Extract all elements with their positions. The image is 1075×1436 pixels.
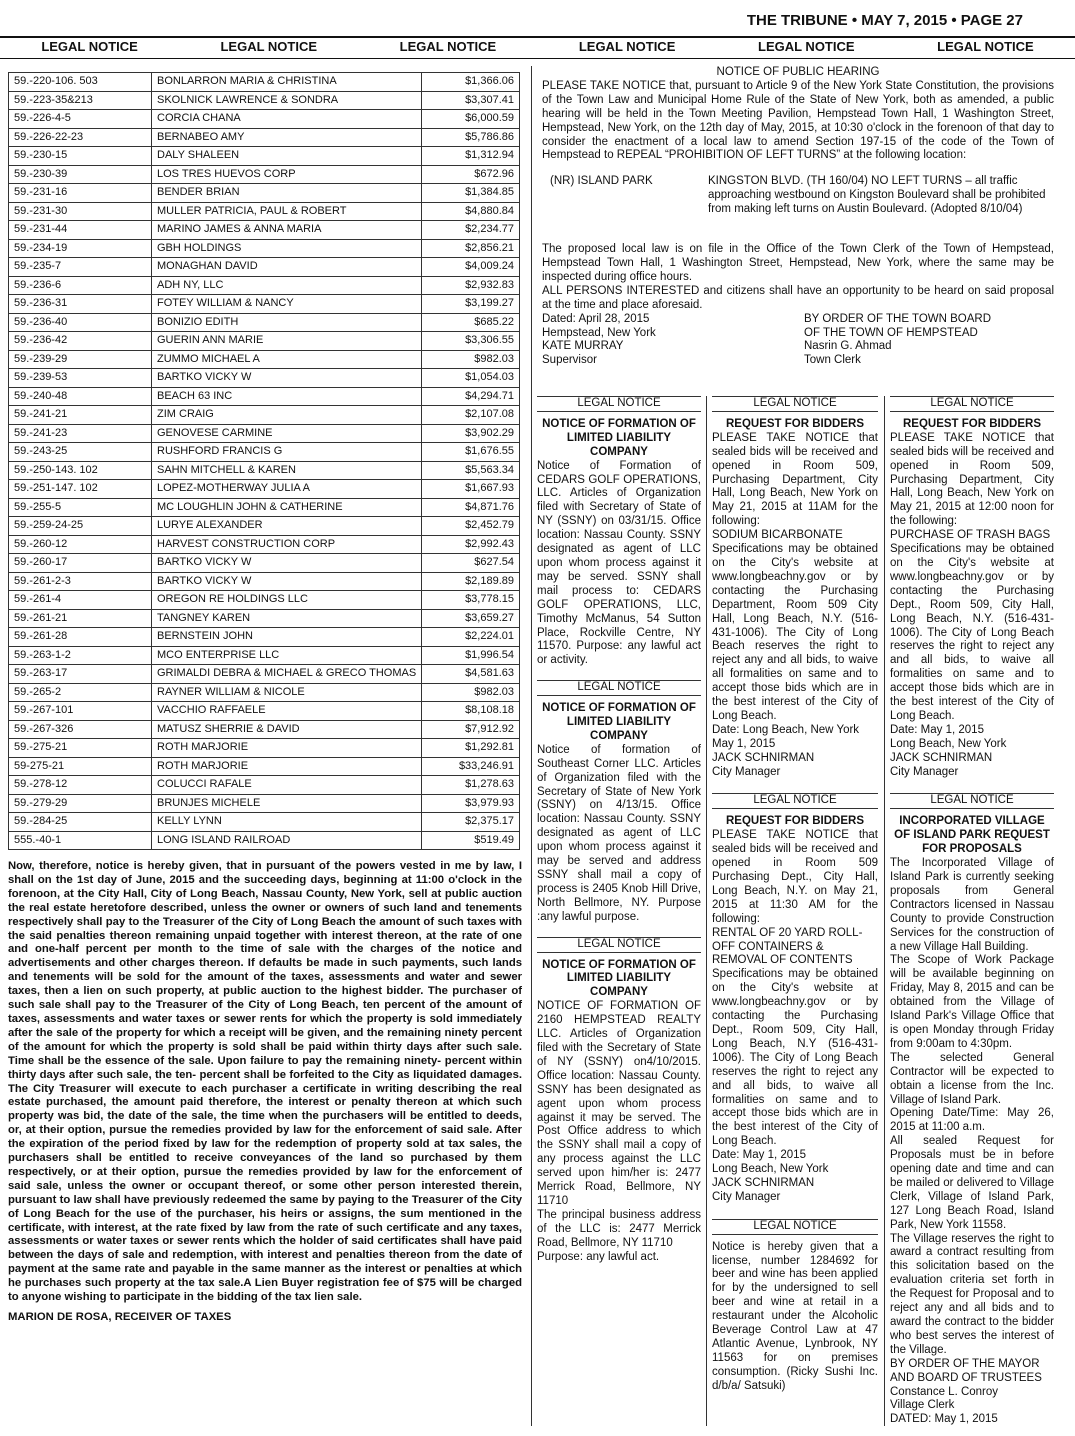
tax-row-owner: BRUNJES MICHELE bbox=[152, 794, 422, 813]
tax-row bbox=[9, 276, 520, 295]
tax-row-amount: $1,384.85 bbox=[422, 184, 520, 203]
tax-row-amount: $8,108.18 bbox=[422, 702, 520, 721]
tax-row-parcel: 59.-255-5 bbox=[9, 498, 152, 517]
tax-row bbox=[9, 239, 520, 258]
tax-row-parcel: 59.-261-28 bbox=[9, 628, 152, 647]
hearing-sign-right: Nasrin G. Ahmad bbox=[804, 340, 892, 353]
notice-signature: BY ORDER OF THE MAYOR bbox=[890, 1357, 1040, 1370]
tax-row-owner: MATUSZ SHERRIE & DAVID bbox=[152, 720, 422, 739]
tax-row-amount: $4,009.24 bbox=[422, 258, 520, 277]
bidders-notices-column bbox=[712, 394, 878, 1394]
tax-row-owner: SKOLNICK LAWRENCE & SONDRA bbox=[152, 91, 422, 110]
tax-row-amount: $2,992.43 bbox=[422, 535, 520, 554]
tax-row-amount: $4,871.76 bbox=[422, 498, 520, 517]
tax-row bbox=[9, 665, 520, 684]
tax-row-amount: $1,667.93 bbox=[422, 480, 520, 499]
tax-row-amount: $2,189.89 bbox=[422, 572, 520, 591]
tax-row-amount: $627.54 bbox=[422, 554, 520, 573]
tax-row-parcel: 59.-220-106. 503 bbox=[9, 73, 152, 92]
tax-row-owner: LURYE ALEXANDER bbox=[152, 517, 422, 536]
tax-row-amount: $1,366.06 bbox=[422, 73, 520, 92]
tax-row bbox=[9, 517, 520, 536]
tax-row-owner: OREGON RE HOLDINGS LLC bbox=[152, 591, 422, 610]
tax-row bbox=[9, 313, 520, 332]
legal-notice-heading: LEGAL NOTICE bbox=[890, 396, 1054, 412]
legal-notice-header-row bbox=[0, 39, 1075, 54]
notice-body: The principal business address of the LLC is: 2477 Merrick Road, Bellmore, NY 11710 bbox=[537, 1208, 701, 1249]
tax-row-owner: GBH HOLDINGS bbox=[152, 239, 422, 258]
header-label: LEGAL NOTICE bbox=[937, 39, 1034, 54]
tax-row-parcel: 59.-261-21 bbox=[9, 609, 152, 628]
tax-row bbox=[9, 702, 520, 721]
tax-row bbox=[9, 609, 520, 628]
legal-notice-heading: LEGAL NOTICE bbox=[537, 937, 701, 953]
tax-row-parcel: 59.-235-7 bbox=[9, 258, 152, 277]
tax-row-parcel: 59.-261-2-3 bbox=[9, 572, 152, 591]
notice-body: NOTICE OF FORMATION OF 2160 HEMPSTEAD REALTY LLC. Articles of Organization filed with the Secretary of State of NY (SSNY) on4/10/2015. Office location: Nassau County. SSNY has been designated as agent upon whom process against it may be served. The Post Office address to which the SSNY shall mail a copy of any process against the LLC served upon him/her is: 2477 Merrick Road, Bellmore, NY 11710 bbox=[537, 1000, 701, 1207]
header-label: LEGAL NOTICE bbox=[758, 39, 855, 54]
tax-row-parcel: 59.-275-21 bbox=[9, 739, 152, 758]
tax-sale-column bbox=[8, 72, 522, 1325]
tax-row-owner: GRIMALDI DEBRA & MICHAEL & GRECO THOMAS bbox=[152, 665, 422, 684]
tax-row-owner: ROTH MARJORIE bbox=[152, 739, 422, 758]
header-label: LEGAL NOTICE bbox=[399, 39, 497, 54]
tax-row-amount: $2,856.21 bbox=[422, 239, 520, 258]
hearing-sign-right: OF THE TOWN OF HEMPSTEAD bbox=[804, 326, 978, 339]
tax-row bbox=[9, 424, 520, 443]
tax-row bbox=[9, 91, 520, 110]
tax-row-owner: GUERIN ANN MARIE bbox=[152, 332, 422, 351]
tax-row bbox=[9, 165, 520, 184]
tax-row-owner: MONAGHAN DAVID bbox=[152, 258, 422, 277]
tax-row-owner: FOTEY WILLIAM & NANCY bbox=[152, 295, 422, 314]
tax-row-amount: $3,778.15 bbox=[422, 591, 520, 610]
tax-row-owner: KELLY LYNN bbox=[152, 813, 422, 832]
hearing-signature-block bbox=[542, 313, 1054, 369]
column-divider bbox=[884, 396, 885, 1426]
tax-row bbox=[9, 73, 520, 92]
tax-row-owner: MARINO JAMES & ANNA MARIA bbox=[152, 221, 422, 240]
hearing-sign-right: BY ORDER OF THE TOWN BOARD bbox=[804, 312, 992, 325]
tax-row-amount: $1,676.55 bbox=[422, 443, 520, 462]
tax-row-owner: CORCIA CHANA bbox=[152, 110, 422, 129]
tax-row bbox=[9, 128, 520, 147]
tax-row-parcel: 59.-230-15 bbox=[9, 147, 152, 166]
tax-row-amount: $3,199.27 bbox=[422, 295, 520, 314]
hearing-sign-left: Supervisor bbox=[542, 354, 597, 367]
tax-row-parcel: 59.-226-4-5 bbox=[9, 110, 152, 129]
tax-row-amount: $685.22 bbox=[422, 313, 520, 332]
tax-row-owner: ADH NY, LLC bbox=[152, 276, 422, 295]
tax-row-amount: $1,278.63 bbox=[422, 776, 520, 795]
tax-row-owner: GENOVESE CARMINE bbox=[152, 424, 422, 443]
tax-row-amount: $4,294.71 bbox=[422, 387, 520, 406]
tax-row bbox=[9, 147, 520, 166]
tax-row bbox=[9, 720, 520, 739]
notice-signature: Date: May 1, 2015 bbox=[712, 1149, 806, 1162]
tax-row-parcel: 59.-240-48 bbox=[9, 387, 152, 406]
tax-row bbox=[9, 628, 520, 647]
tax-row bbox=[9, 757, 520, 776]
tax-row-parcel: 59.-236-6 bbox=[9, 276, 152, 295]
tax-row bbox=[9, 406, 520, 425]
tax-row bbox=[9, 443, 520, 462]
tax-row-amount: $1,292.81 bbox=[422, 739, 520, 758]
notice-signature: City Manager bbox=[712, 765, 781, 778]
legal-notice-heading: LEGAL NOTICE bbox=[537, 396, 701, 412]
hearing-sign-left: Hempstead, New York bbox=[542, 326, 656, 339]
notice-body: The Incorporated Village of Island Park is currently seeking proposals from General Contractors licensed in Nassau County to provide Construction Services for the construction of a new Village Hall Building. bbox=[890, 857, 1054, 953]
village-notices-column bbox=[890, 394, 1054, 1427]
tax-row-parcel: 59.-260-12 bbox=[9, 535, 152, 554]
tax-row bbox=[9, 369, 520, 388]
notice-body: Purpose: any lawful act. bbox=[537, 1250, 660, 1263]
tax-row bbox=[9, 221, 520, 240]
column-divider bbox=[531, 66, 532, 1426]
tax-row-parcel: 59.-236-31 bbox=[9, 295, 152, 314]
tax-row-amount: $672.96 bbox=[422, 165, 520, 184]
legal-notice-heading: LEGAL NOTICE bbox=[537, 680, 701, 696]
header-label: LEGAL NOTICE bbox=[220, 39, 318, 54]
notice-signature: Long Beach, New York bbox=[712, 1163, 829, 1176]
tax-row bbox=[9, 646, 520, 665]
notice-body: PLEASE TAKE NOTICE that sealed bids will be received and opened in Room 509, Purchasing Department, City Hall, Long Beach, New York on May 21, 2015 at 11AM for the following: bbox=[712, 431, 878, 528]
tax-row bbox=[9, 295, 520, 314]
notice-body: Specifications may be obtained on the City's website at www.longbeachny.gov or by contacting the Purchasing Department, Room 509 City Hall, Long Beach, N.Y. (516-431-1006). The City of Long Beach reserves the right to reject any and all bids, to waive all formalities on same and to accept those bids which are in the best interest of the City of Long Beach. bbox=[712, 543, 878, 722]
hearing-sign-left: KATE MURRAY bbox=[542, 340, 624, 353]
tax-row-amount: $1,054.03 bbox=[422, 369, 520, 388]
notice-signature: Constance L. Conroy bbox=[890, 1385, 999, 1398]
header-rule-top bbox=[0, 36, 1075, 38]
tax-row-amount: $3,979.93 bbox=[422, 794, 520, 813]
tax-row bbox=[9, 591, 520, 610]
notice-signature: May 1, 2015 bbox=[712, 737, 776, 750]
column-divider bbox=[706, 396, 707, 1426]
notice-signature: DATED: May 1, 2015 bbox=[890, 1413, 998, 1426]
tax-row bbox=[9, 202, 520, 221]
header-label: LEGAL NOTICE bbox=[41, 39, 138, 54]
tax-row bbox=[9, 794, 520, 813]
tax-row-owner: BERNABEO AMY bbox=[152, 128, 422, 147]
tax-row-parcel: 59.-279-29 bbox=[9, 794, 152, 813]
hearing-location-description: KINGSTON BLVD. (TH 160/04) NO LEFT TURNS – all traffic approaching westbound on Kingston Boulevard shall be prohibited from making left turns on Austin Boulevard. (Adopted 8/10/04) bbox=[708, 175, 1046, 216]
hearing-location-row bbox=[542, 175, 1054, 217]
tax-row-owner: RUSHFORD FRANCIS G bbox=[152, 443, 422, 462]
notice-signature: City Manager bbox=[890, 765, 959, 778]
tax-row-owner: RAYNER WILLIAM & NICOLE bbox=[152, 683, 422, 702]
tax-row-amount: $7,912.92 bbox=[422, 720, 520, 739]
tax-row-amount: $1,996.54 bbox=[422, 646, 520, 665]
tax-row-amount: $6,000.59 bbox=[422, 110, 520, 129]
tax-row-parcel: 59.-241-21 bbox=[9, 406, 152, 425]
notice-body: The Village reserves the right to award a contract resulting from this solicitation based on the evaluation criteria set forth in the Request for Proposal and to reject any and all bids and to award the contract to the bidder who best serves the interest of the Village. bbox=[890, 1232, 1054, 1356]
tax-row-parcel: 59.-243-25 bbox=[9, 443, 152, 462]
tax-row-parcel: 59.-239-29 bbox=[9, 350, 152, 369]
tax-row bbox=[9, 813, 520, 832]
tax-row bbox=[9, 831, 520, 850]
notice-body: Specifications may be obtained on the City's website at www.longbeachny.gov or by contacting the Purchasing Dept., Room 509, City Hall, Long Beach, N.Y. (516-431-1006). The City of Long Beach reserves the right to reject any and all bids, to waive all formalities on same and to accept those bids which are in the best interest of the City of Long Beach. bbox=[890, 543, 1054, 722]
notice-body: Notice is hereby given that a license, number 1284692 for beer and wine has been applied for by the undersigned to sell beer and wine at retail in a restaurant under the Alcoholic Beverage Control Law at 47 Atlantic Avenue, Lynbrook, NY 11563 for on premises consumption. (Ricky Sushi Inc. d/b/a/ Satsuki) bbox=[712, 1240, 878, 1392]
tax-row bbox=[9, 350, 520, 369]
tax-row-parcel: 59.-241-23 bbox=[9, 424, 152, 443]
notice-signature: Date: May 1, 2015 bbox=[890, 723, 984, 736]
tax-row-amount: $982.03 bbox=[422, 350, 520, 369]
tax-row-owner: BONLARRON MARIA & CHRISTINA bbox=[152, 73, 422, 92]
tax-row bbox=[9, 110, 520, 129]
tax-row bbox=[9, 461, 520, 480]
notice-body: PLEASE TAKE NOTICE that sealed bids will be received and opened in Room 509, Purchasing Department, City Hall, Long Beach, New York on May 21, 2015 at 12:00 noon for the following: bbox=[890, 431, 1054, 528]
tax-row-parcel: 59.-284-25 bbox=[9, 813, 152, 832]
tax-row-parcel: 59.-231-44 bbox=[9, 221, 152, 240]
notice-body: All sealed Request for Proposals must be in before opening date and time and can be mailed or delivered to Village Clerk, Village of Island Park, 127 Long Beach Road, Island Park, New York 11558. bbox=[890, 1135, 1054, 1231]
tax-row-parcel: 59.-231-30 bbox=[9, 202, 152, 221]
notice-signature: Date: Long Beach, New York bbox=[712, 723, 860, 736]
notice-signature: City Manager bbox=[712, 1190, 781, 1203]
notice-item: RENTAL OF 20 YARD ROLL-OFF CONTAINERS & REMOVAL OF CONTENTS bbox=[712, 926, 863, 967]
notice-body: The selected General Contractor will be expected to obtain a license from the Inc. Village of Island Park. bbox=[890, 1051, 1054, 1106]
tax-row-owner: BARTKO VICKY W bbox=[152, 572, 422, 591]
tax-row-owner: LOS TRES HUEVOS CORP bbox=[152, 165, 422, 184]
tax-row-amount: $2,375.17 bbox=[422, 813, 520, 832]
notice-title: REQUEST FOR BIDDERS bbox=[725, 417, 864, 430]
tax-row-owner: MULLER PATRICIA, PAUL & ROBERT bbox=[152, 202, 422, 221]
tax-row-parcel: 59.-251-147. 102 bbox=[9, 480, 152, 499]
tax-row-owner: VACCHIO RAFFAELE bbox=[152, 702, 422, 721]
hearing-intro: PLEASE TAKE NOTICE that, pursuant to Article 9 of the New York State Constitution, the provisions of the Town Law and Municipal Home Rule of the State of New York, both as amended, a public hearing will be held in the Town Meeting Pavilion, Hempstead Town Hall, 1 Washington Street, Hempstead, New York, on the 12th day of May, 2015, at 10:30 o'clock in the forenoon of that day to consider the enactment of a local law to amend Section 197-15 of the code of the Town of Hempstead to REPEAL “PROHIBITION OF LEFT TURNS” at the following location: bbox=[542, 79, 1054, 162]
tax-row-parcel: 59.-263-1-2 bbox=[9, 646, 152, 665]
hearing-sign-left: Dated: April 28, 2015 bbox=[542, 312, 650, 325]
tax-row-parcel: 59.-263-17 bbox=[9, 665, 152, 684]
notice-title: NOTICE OF FORMATION OF LIMITED LIABILITY COMPANY bbox=[542, 417, 696, 458]
tax-lien-table bbox=[8, 72, 520, 850]
tax-row-owner: LONG ISLAND RAILROAD bbox=[152, 831, 422, 850]
tax-row bbox=[9, 776, 520, 795]
tax-row-amount: $2,234.77 bbox=[422, 221, 520, 240]
tax-row bbox=[9, 258, 520, 277]
tax-row-amount: $2,224.01 bbox=[422, 628, 520, 647]
tax-row-parcel: 59.-278-12 bbox=[9, 776, 152, 795]
notice-title: NOTICE OF FORMATION OF LIMITED LIABILITY COMPANY bbox=[542, 702, 696, 742]
tax-row-owner: ZIM CRAIG bbox=[152, 406, 422, 425]
tax-row bbox=[9, 683, 520, 702]
tax-row-owner: LOPEZ-MOTHERWAY JULIA A bbox=[152, 480, 422, 499]
notice-signature: Village Clerk bbox=[890, 1399, 955, 1412]
tax-row-owner: BENDER BRIAN bbox=[152, 184, 422, 203]
tax-row-amount: $4,581.63 bbox=[422, 665, 520, 684]
tax-row-owner: BARTKO VICKY W bbox=[152, 554, 422, 573]
tax-row-parcel: 59.-239-53 bbox=[9, 369, 152, 388]
tax-row bbox=[9, 332, 520, 351]
tax-row-parcel: 59.-267-101 bbox=[9, 702, 152, 721]
notice-signature: JACK SCHNIRMAN bbox=[890, 751, 993, 764]
tax-row-owner: MCO ENTERPRISE LLC bbox=[152, 646, 422, 665]
tax-row-amount: $3,659.27 bbox=[422, 609, 520, 628]
tax-row-parcel: 59.-265-2 bbox=[9, 683, 152, 702]
tax-row-amount: $33,246.91 bbox=[422, 757, 520, 776]
tax-row-owner: TANGNEY KAREN bbox=[152, 609, 422, 628]
tax-row-parcel: 59.-230-39 bbox=[9, 165, 152, 184]
tax-row-amount: $2,107.08 bbox=[422, 406, 520, 425]
tax-row-amount: $5,786.86 bbox=[422, 128, 520, 147]
tax-row-amount: $3,306.55 bbox=[422, 332, 520, 351]
tax-row bbox=[9, 480, 520, 499]
tax-row-owner: BONIZIO EDITH bbox=[152, 313, 422, 332]
hearing-sign-right: Town Clerk bbox=[804, 354, 861, 367]
tax-row bbox=[9, 554, 520, 573]
tax-row-parcel: 59.-231-16 bbox=[9, 184, 152, 203]
tax-row-parcel: 59-275-21 bbox=[9, 757, 152, 776]
tax-row-amount: $4,880.84 bbox=[422, 202, 520, 221]
tax-row-amount: $982.03 bbox=[422, 683, 520, 702]
tax-row-amount: $2,932.83 bbox=[422, 276, 520, 295]
tax-row-amount: $5,563.34 bbox=[422, 461, 520, 480]
header-label: LEGAL NOTICE bbox=[578, 39, 676, 54]
tax-row-parcel: 59.-260-17 bbox=[9, 554, 152, 573]
legal-notice-heading: LEGAL NOTICE bbox=[712, 396, 878, 412]
notice-body: Specifications may be obtained on the City's website at www.longbeachny.gov or by contacting the Purchasing Dept., Room 509, City Hall, Long Beach, N.Y (516-431-1006). The City of Long Beach reserves the right to reject any and all bids, to waive all formalities on same and to accept those bids which are in the best interest of the City of Long Beach. bbox=[712, 968, 878, 1148]
tax-row-parcel: 59.-234-19 bbox=[9, 239, 152, 258]
tax-row-owner: HARVEST CONSTRUCTION CORP bbox=[152, 535, 422, 554]
llc-notices-column bbox=[537, 394, 701, 1264]
tax-row-owner: ROTH MARJORIE bbox=[152, 757, 422, 776]
tax-row-amount: $519.49 bbox=[422, 831, 520, 850]
tax-row-owner: MC LOUGHLIN JOHN & CATHERINE bbox=[152, 498, 422, 517]
tax-row-parcel: 59.-226-22-23 bbox=[9, 128, 152, 147]
tax-row-amount: $2,452.79 bbox=[422, 517, 520, 536]
notice-title: REQUEST FOR BIDDERS bbox=[902, 417, 1041, 430]
hearing-body-1: The proposed local law is on file in the Office of the Town Clerk of the Town of Hempstead, Hempstead Town Hall, 1 Washington Street, Hempstead, New York, where the same may be inspected during office hours. bbox=[542, 243, 1054, 283]
tax-row-owner: COLUCCI RAFALE bbox=[152, 776, 422, 795]
tax-row-parcel: 59.-267-326 bbox=[9, 720, 152, 739]
notice-item: PURCHASE OF TRASH BAGS bbox=[890, 529, 1051, 542]
tax-row-parcel: 59.-236-40 bbox=[9, 313, 152, 332]
tax-row bbox=[9, 535, 520, 554]
public-hearing-notice bbox=[542, 66, 1054, 368]
notice-signature: Long Beach, New York bbox=[890, 737, 1007, 750]
notice-title: INCORPORATED VILLAGE OF ISLAND PARK REQUEST FOR PROPOSALS bbox=[894, 815, 1050, 856]
tax-row-parcel: 59.-250-143. 102 bbox=[9, 461, 152, 480]
notice-body: PLEASE TAKE NOTICE that sealed bids will be received and opened in Room 509 Purchasing Dept., City Hall, Long Beach, N.Y. on May 21, 2015 at 11:30 AM for the following: bbox=[712, 829, 878, 925]
notice-body: Notice of Formation of CEDARS GOLF OPERATIONS, LLC. Articles of Organization filed with Secretary of State of NY (SSNY) on 03/31/15. Office location: Nassau County. SSNY designated as agent of LLC upon whom process against it may be served. SSNY shall mail process to: CEDARS GOLF OPERATIONS, LLC, Timothy McManus, 54 Sutton Place, Rockville Centre, NY 11570. Purpose: any lawful act or activity. bbox=[537, 459, 701, 667]
tax-row-owner: BARTKO VICKY W bbox=[152, 369, 422, 388]
hearing-title: NOTICE OF PUBLIC HEARING bbox=[716, 66, 880, 78]
header-rule-bottom bbox=[0, 58, 1075, 59]
tax-row-owner: SAHN MITCHELL & KAREN bbox=[152, 461, 422, 480]
notice-signature: JACK SCHNIRMAN bbox=[712, 1176, 815, 1189]
tax-row bbox=[9, 184, 520, 203]
notice-body: Opening Date/Time: May 26, 2015 at 11:00 a.m. bbox=[890, 1107, 1054, 1134]
notice-title: REQUEST FOR BIDDERS bbox=[725, 815, 864, 828]
tax-row bbox=[9, 387, 520, 406]
tax-row-owner: DALY SHALEEN bbox=[152, 147, 422, 166]
notice-title: NOTICE OF FORMATION OF LIMITED LIABILITY COMPANY bbox=[542, 958, 696, 999]
tax-row-owner: BERNSTEIN JOHN bbox=[152, 628, 422, 647]
legal-notice-heading: LEGAL NOTICE bbox=[712, 793, 878, 809]
tax-row-parcel: 59.-259-24-25 bbox=[9, 517, 152, 536]
tax-sale-notice-text: Now, therefore, notice is hereby given, that in pursuant of the powers vested in me by law, I shall on the 1st day of June, 2015 and the succeeding days, beginning at 11:00 o'clock in the forenoon, at the City Hall, City of Long Beach, Nassau County, New York, sell at public auction the real estate heretofore described, unless the owner or owners of such land and tenements respectively shall pay to the Treasurer of the City of Long Beach the amount of such taxes with the said penalties thereon remaining unpaid together with interest thereon, at the rate of one and one-half percent per month to the time of sale with the charges of the notice and advertisements and other charges thereon. If defaults be made in such payments, such lands and tenements will be sold for the amount of the taxes, assessments and water and sewer taxes, then a lien on such property, at public auction to the highest bidder. The purchaser of such sale shall pay to the Treasurer of the City of Long Beach, ten percent of the amount of taxes, assessments and water taxes or sewer rents for which the property is sold immediately after the sale of the property for which a receipt will be given, and the remaining ninety percent of the amount for which the property is sold shall be paid within thirty days after such sale. Time shall be the essence of the sale. Upon failure to pay the remaining ninety- percent within thirty days after such sale, the ten- percent shall be forfeited to the City as liquidated damages. The City Treasurer will execute to each purchaser a certificate in writing describing the real estate purchased, the amount paid therefore, the interest or penalty thereon at which such property was bid, the date of the sale, the time when the purchasers will be entitled to deeds, or, at their option, pursue the remedies provided by law for the enforcement of said sale. After the expiration of the period fixed by law for the redemption of property sold at tax sales, the purchasers shall be entitled to receive conveyances of the land so purchased by them respectively, or at their option, pursue the remedies provided by law for the enforcement of said sale, unless the owner or occupant thereof, or some other person interested therein, pursuant to law shall have previously redeemed the same by paying to the Treasurer of the City of Long Beach for the use of the purchaser, his heirs or assigns, the sum mentioned in the certificate, with interest, at the rate fixed by law from the rate of such certificate and any taxes, assessments or water taxes or sewer rents which the holder of said certificates shall have paid between the days of sale and redemption, with interest and penalties thereon from the date of payment at the same rate and payable in the same manner as the interest or penalties at which he purchases such property at the tax sale.A Lien Buyer registration fee of $75 will be charged to anyone wishing to participate in the bidding of the tax lien sale. bbox=[8, 860, 522, 1304]
tax-row bbox=[9, 572, 520, 591]
notice-item: SODIUM BICARBONATE bbox=[712, 529, 843, 542]
notice-signature: AND BOARD OF TRUSTEES bbox=[890, 1371, 1042, 1384]
tax-row-owner: ZUMMO MICHAEL A bbox=[152, 350, 422, 369]
legal-notice-heading: LEGAL NOTICE bbox=[712, 1219, 878, 1235]
tax-row bbox=[9, 498, 520, 517]
tax-row-amount: $3,902.29 bbox=[422, 424, 520, 443]
tax-row-parcel: 59.-261-4 bbox=[9, 591, 152, 610]
hearing-location: (NR) ISLAND PARK bbox=[550, 175, 653, 188]
tax-row-amount: $1,312.94 bbox=[422, 147, 520, 166]
tax-row-parcel: 59.-236-42 bbox=[9, 332, 152, 351]
tax-sale-signature: MARION DE ROSA, RECEIVER OF TAXES bbox=[8, 1311, 232, 1323]
tax-row-amount: $3,307.41 bbox=[422, 91, 520, 110]
hearing-body-2: ALL PERSONS INTERESTED and citizens shall have an opportunity to be heard on said proposal at the time and place aforesaid. bbox=[542, 284, 1054, 311]
notice-signature: JACK SCHNIRMAN bbox=[712, 751, 815, 764]
tax-row-owner: BEACH 63 INC bbox=[152, 387, 422, 406]
legal-notice-heading: LEGAL NOTICE bbox=[890, 793, 1054, 809]
tax-row-parcel: 555.-40-1 bbox=[9, 831, 152, 850]
tax-row bbox=[9, 739, 520, 758]
tax-row-parcel: 59.-223-35&213 bbox=[9, 91, 152, 110]
notice-body: The Scope of Work Package will be available beginning on Friday, May 8, 2015 and can be obtained from the Village of Island Park's Village Office that is open Monday through Friday from 9:00am to 4:30pm. bbox=[890, 954, 1054, 1050]
notice-body: Notice of formation of Southeast Corner LLC. Articles of Organization filed with the Secretary of State of New York (SSNY) on 4/13/15. Office location: Nassau County. SSNY designated as agent of LLC upon whom process against it may be served and address SSNY shall mail a copy of process is 2405 Knob Hill Drive, North Bellmore, NY. Purpose :any lawful purpose. bbox=[537, 743, 701, 923]
masthead: THE TRIBUNE • MAY 7, 2015 • PAGE 27 bbox=[746, 12, 1023, 29]
